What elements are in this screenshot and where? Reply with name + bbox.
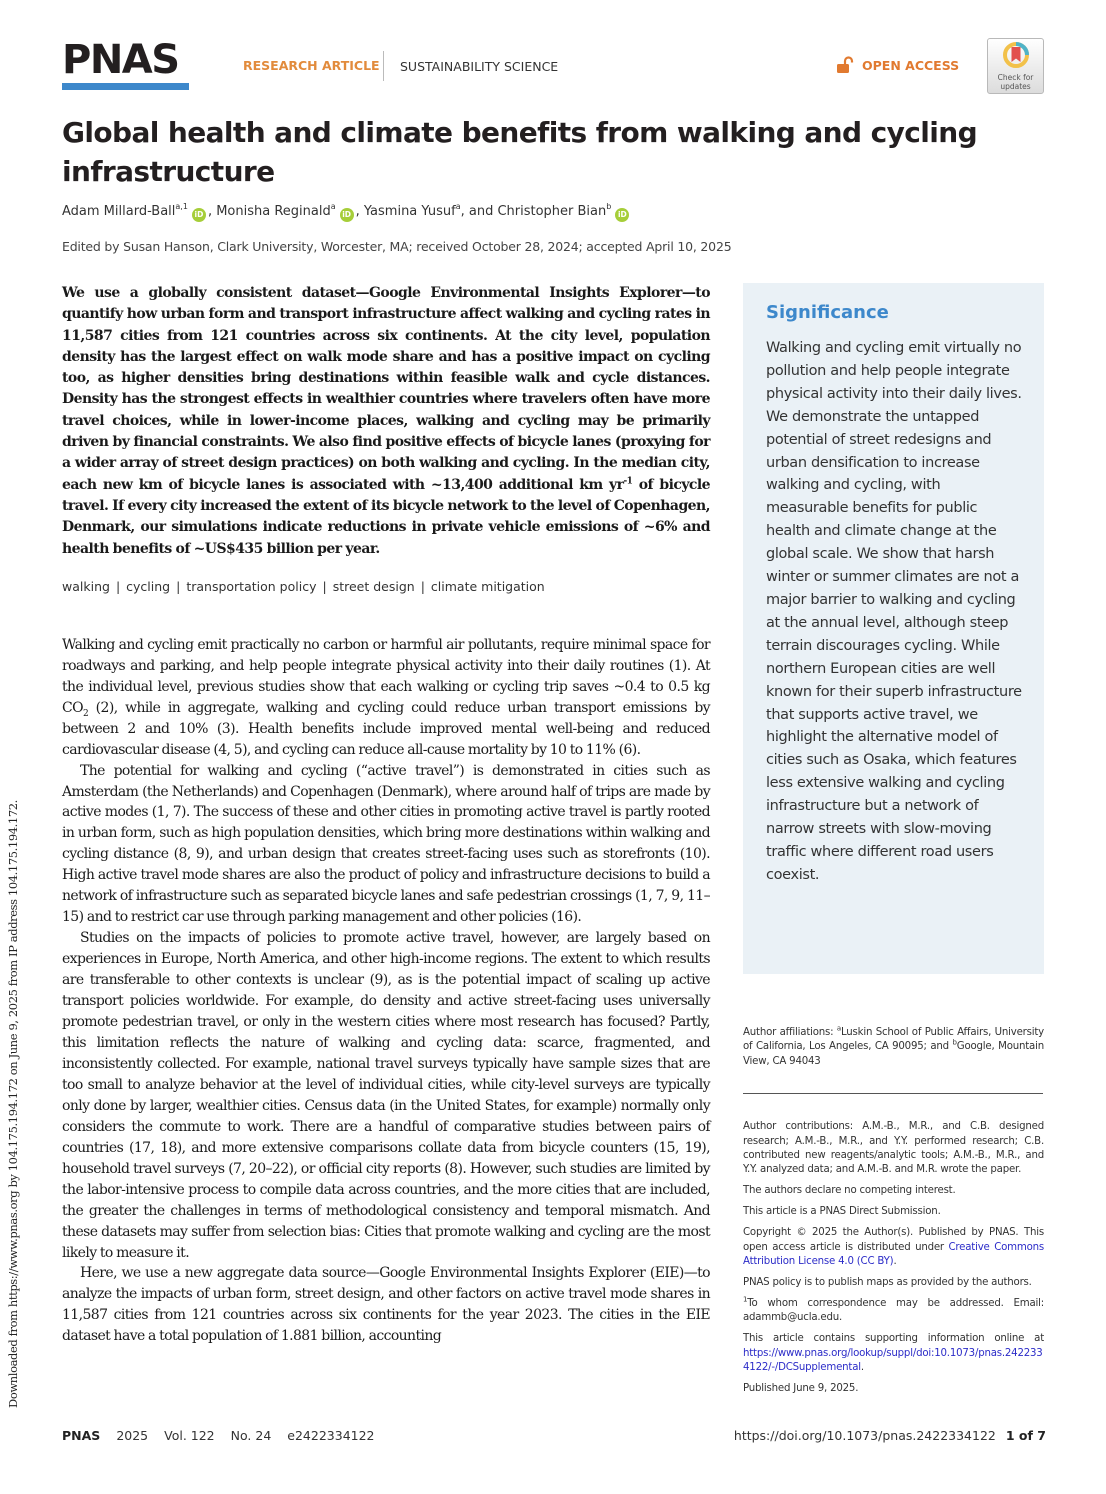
open-lock-icon: [836, 56, 854, 74]
abstract-text-part1: We use a globally consistent dataset—Google Environmental Insights Explorer—to quantify how urban form and transport infrastructure affect walking and cycling rates in 11,587 cities from 121 countries across six continents. At the city level, population density has the largest effect on walk mode share and has a positive impact on cycling too, as higher densities bring destinations within feasible walk and cycle distances. Density has the strongest effects in wealthier countries where travelers often have more travel choices, while in lower-income places, walking and cycling may be primarily driven by financial constraints. We also find positive effects of bicycle lanes (proxying for a wider array of street design practices) on both walking and cycling. In the median city, each new km of bicycle lanes is associated with ~13,400 additional km yr: [62, 285, 710, 493]
orcid-icon[interactable]: iD: [192, 208, 206, 222]
supporting-information: [743, 1332, 1044, 1375]
subscript: 2: [83, 708, 89, 719]
main-body-text: [62, 635, 710, 1347]
keyword-link[interactable]: cycling: [126, 578, 171, 594]
affil-text: Luskin School of Public Affairs, University of California, Los Angeles, CA 90095; and: [743, 1027, 1044, 1053]
check-for-updates-button[interactable]: [987, 38, 1044, 94]
keyword-separator: |: [176, 578, 181, 594]
check-for-updates-label: [998, 73, 1034, 91]
section-name: SUSTAINABILITY SCIENCE: [400, 59, 559, 74]
keyword-link[interactable]: walking: [62, 578, 110, 594]
footer-citation: [62, 1427, 375, 1444]
supporting-text: This article contains supporting information online at: [743, 1333, 1044, 1345]
open-access-badge[interactable]: [836, 56, 959, 74]
check-updates-line1: Check for: [997, 73, 1034, 82]
affil-text: Google, Mountain View, CA 94043: [743, 1041, 1044, 1067]
content-columns: [62, 283, 1044, 1403]
footer-year: 2025: [116, 1427, 149, 1443]
author-affil-mark: a: [455, 202, 461, 211]
bookmark-ring-icon: [1002, 41, 1030, 73]
published-date: Published June 9, 2025.: [743, 1382, 859, 1394]
copyright-notice: [743, 1226, 1044, 1269]
footer-doi-link[interactable]: https://doi.org/10.1073/pnas.2422334122: [733, 1427, 996, 1443]
significance-text: Walking and cycling emit virtually no pollution and help people integrate physical activity into their daily lives. We demonstrate the untapped potential of street redesigns and urban densification to increase walking and cycling, with measurable benefits for public health and climate change at the global scale. We show that harsh winter or summer climates are not a major barrier to walking and cycling at the annual level, although steep terrain discourages cycling. While northern European cities are well known for their superb infrastructure that supports active travel, we highlight the alternative model of cities such as Osaka, which features less extensive walking and cycling infrastructure but a network of narrow streets with slow-moving traffic where different road users coexist.: [766, 340, 1022, 883]
article-notes: [743, 1026, 1044, 1396]
footer-volume: Vol. 122: [164, 1427, 215, 1443]
right-column: [743, 283, 1044, 1403]
affil-mark: a: [836, 1024, 841, 1033]
header-divider: [383, 51, 384, 81]
author-name[interactable]: Adam Millard-Ball: [62, 204, 176, 219]
author-name[interactable]: Yasmina Yusuf: [363, 204, 456, 219]
body-paragraph: [62, 635, 710, 761]
significance-title: Significance: [766, 302, 889, 323]
download-watermark: Downloaded from https://www.pnas.org by 104.175.194.172 on June 9, 2025 from IP address 104.175.194.172.: [6, 800, 20, 1408]
author-separator: ,: [207, 204, 217, 219]
left-column: [62, 283, 710, 1347]
orcid-icon[interactable]: iD: [340, 208, 354, 222]
author-separator: ,: [355, 204, 364, 219]
page-header: [0, 0, 1106, 105]
title-block: [62, 105, 1042, 255]
footer-article-id: e2422334122: [287, 1427, 375, 1443]
license-link[interactable]: Creative Commons Attribution License 4.0 (CC BY): [743, 1241, 1044, 1267]
notes-divider: [743, 1093, 1043, 1094]
keyword-link[interactable]: transportation policy: [186, 578, 317, 594]
copyright-text: Copyright © 2025 the Author(s). Published by PNAS. This open access article is distributed under: [743, 1227, 1044, 1253]
orcid-icon[interactable]: iD: [615, 208, 629, 222]
footer-journal: PNAS: [62, 1427, 101, 1443]
article-title: Global health and climate benefits from walking and cycling infrastructure: [62, 116, 978, 188]
affil-mark: b: [952, 1039, 957, 1048]
keyword-link[interactable]: street design: [332, 578, 415, 594]
author-affiliations: [743, 1026, 1044, 1069]
body-paragraph: Here, we use a new aggregate data source—Google Environmental Insights Explorer (EIE)—to analyze the impacts of urban form, street design, and other factors on active travel mode shares in 11,587 cities from 121 countries across six continents for the year 2023. The cities in the EIE dataset have a total population of 1.881 billion, accounting: [62, 1265, 710, 1345]
open-access-label: OPEN ACCESS: [862, 57, 960, 73]
body-text-span: Walking and cycling emit practically no carbon or harmful air pollutants, require minimal space for roadways and parking, and help people integrate physical activity into their daily routines (1). At the individual level, previous studies show that each walking or cycling trip saves ~0.4 to 0.5 kg CO: [62, 636, 710, 716]
footer-doi-page: [734, 1427, 1046, 1444]
keyword-separator: |: [322, 578, 327, 594]
direct-submission: This article is a PNAS Direct Submission.: [743, 1206, 941, 1218]
maps-policy: PNAS policy is to publish maps as provided by the authors.: [743, 1276, 1032, 1288]
correspondence-mark: 1: [743, 1295, 748, 1304]
author-name[interactable]: Christopher Bian: [497, 204, 607, 219]
body-text-span: (2), while in aggregate, walking and cycling could reduce urban transport emissions by between 2 and 10% (3). Health benefits include improved mental well-being and reduced cardiovascular disease (4, 5), and cycling can reduce all-cause mortality by 10 to 11% (6).: [62, 699, 710, 758]
author-name[interactable]: Monisha Reginald: [216, 204, 331, 219]
correspondence: [743, 1297, 1044, 1326]
keyword-separator: |: [420, 578, 425, 594]
keyword-list: [62, 578, 710, 595]
check-updates-line2: updates: [1000, 82, 1031, 91]
copyright-end: .: [893, 1255, 897, 1267]
pnas-logo-bar: [62, 83, 189, 90]
body-paragraph: Studies on the impacts of policies to promote active travel, however, are largely based on experiences in Europe, North America, and other high-income regions. The extent to which results are transferable to other contexts is unclear (9), as is the potential impact of scaling up active transport policies worldwide. For example, do density and active street-facing uses universally promote pedestrian travel, or only in the western cities where most research has focused? Partly, this limitation reflects the nature of walking and cycling data: scarce, fragmented, and inconsistently collected. For example, national travel surveys typically have sample sizes that are too small to analyze behavior at the level of individual cities, while city-level surveys are typically only done by larger, wealthier cities. Census data (in the United States, for example) normally only considers the commute to work. There are a handful of comparative studies between pairs of countries (17, 18), and more extensive comparisons collate data from bicycle counters (15, 19), household travel surveys (7, 20–22), or official city reports (8). However, such studies are limited by the labor-intensive process to compile data across countries, and the more cities that are included, the greater the challenges in terms of methodological consistency and temporal mismatch. And these datasets may suffer from selection bias: Cities that promote walking and cycling are the most likely to measure it.: [62, 930, 710, 1261]
editor-dates: Edited by Susan Hanson, Clark University, Worcester, MA; received October 28, 2024; accepted April 10, 2025: [62, 239, 732, 254]
abstract: [62, 283, 710, 560]
author-affil-mark: a,1: [175, 202, 188, 211]
supporting-end: .: [860, 1361, 864, 1373]
footer-page-number: 1 of 7: [1005, 1427, 1046, 1443]
abstract-text-part2: of bicycle travel. If every city increased the extent of its bicycle network to the level of Copenhagen, Denmark, our simulations indicate reductions in private vehicle emissions of ~6% and health benefits of ~US$435 billion per year.: [62, 476, 711, 557]
keyword-separator: |: [115, 578, 121, 594]
pnas-logo-text: PNAS: [62, 37, 179, 83]
author-list: [62, 203, 1042, 222]
pnas-logo[interactable]: [62, 37, 190, 90]
article-type: RESEARCH ARTICLE: [243, 58, 380, 73]
affiliations-label: Author affiliations:: [743, 1027, 837, 1038]
supporting-info-link[interactable]: https://www.pnas.org/lookup/suppl/doi:10.1073/pnas.2422334122/-/DCSupplemental: [743, 1347, 1043, 1373]
significance-box: [743, 283, 1044, 974]
author-contributions: Author contributions: A.M.-B., M.R., and C.B. designed research; A.M.-B., M.R., and Y.Y. performed research; C.B. contributed new reagents/analytic tools; A.M.-B., M.R., and Y.Y. analyzed data; and A.M.-B. and M.R. wrote the paper.: [743, 1121, 1044, 1176]
author-affil-mark: a: [330, 202, 336, 211]
keyword-link[interactable]: climate mitigation: [430, 578, 545, 594]
correspondence-text: To whom correspondence may be addressed. Email: adammb@ucla.edu.: [743, 1297, 1044, 1324]
body-paragraph: The potential for walking and cycling (“active travel”) is demonstrated in cities such as Amsterdam (the Netherlands) and Copenhagen (Denmark), where around half of trips are made by active modes (1, 7). The success of these and other cities in promoting active travel is partly rooted in urban form, such as high population densities, which bring more destinations within walking and cycling distance (8, 9), and urban design that creates street-facing uses such as storefronts (10). High active travel mode shares are also the product of policy and infrastructure decisions to build a network of infrastructure such as separated bicycle lanes and safe pedestrian crossings (1, 7, 9, 11–15) and to restrict car use through parking management and other policies (16).: [62, 762, 710, 926]
footer-issue: No. 24: [230, 1427, 272, 1443]
author-separator: , and: [460, 204, 498, 219]
author-affil-mark: b: [606, 202, 612, 211]
abstract-superscript: -1: [623, 476, 633, 487]
page-footer: [62, 1427, 1046, 1444]
competing-interest: The authors declare no competing interest.: [743, 1185, 956, 1197]
